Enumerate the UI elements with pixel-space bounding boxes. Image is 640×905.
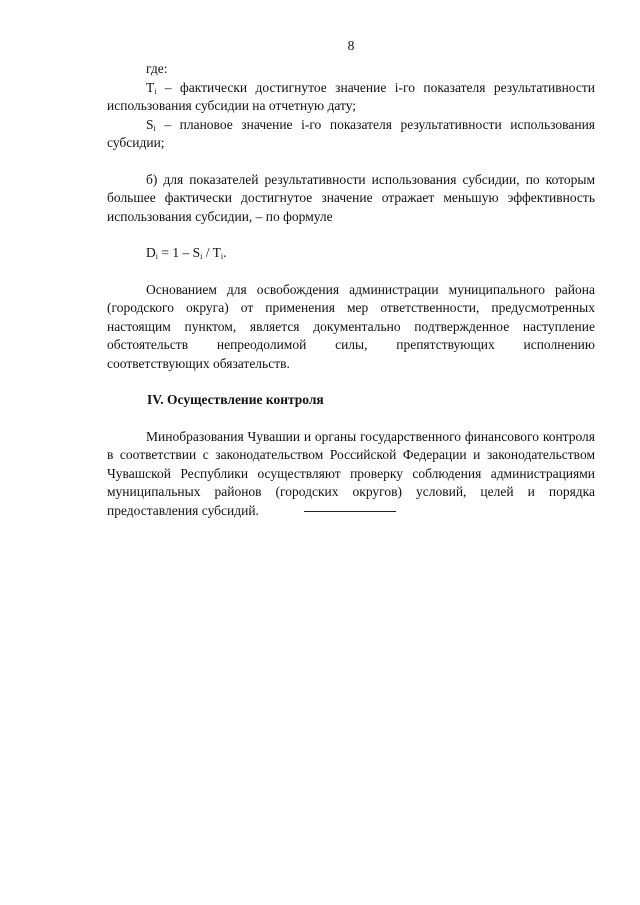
variable-s-subscript: i: [153, 123, 156, 133]
formula-lhs: D: [146, 245, 156, 260]
formula-mid-subscript: i: [200, 252, 203, 261]
definition-t-text: – фактически достигнутое значение i-го показателя результативности использования субсидии на отчетную дату;: [107, 79, 595, 113]
variable-t: T: [146, 79, 155, 95]
definition-s: [107, 116, 595, 153]
formula-lhs-subscript: i: [155, 252, 158, 261]
definition-s-text: – плановое значение i-го показателя результативности использования субсидии;: [107, 116, 595, 150]
document-body: [107, 60, 595, 520]
formula: [107, 244, 595, 263]
formula-mid: = 1 – S: [157, 245, 201, 260]
formula-div: / T: [202, 245, 221, 260]
where-label: где:: [146, 61, 168, 76]
section-heading: IV. Осуществление контроля: [147, 392, 324, 407]
paragraph-control: Минобразования Чувашии и органы государственного финансового контроля в соответствии с законодательством Российской Федерации и законодательством Чувашской Республики осуществляют проверку соблюдения администрациями муниципальных районов (городских округов) условий, целей и порядка предоставления субсидий.: [107, 428, 595, 518]
formula-div-subscript: i: [220, 252, 224, 261]
paragraph-b: б) для показателей результативности использования субсидии, по которым большее фактически достигнутое значение отражает меньшую эффективность использования субсидии, – по формуле: [107, 171, 595, 224]
paragraph-basis: Основанием для освобождения администрации муниципального района (городского округа) от применения мер ответственности, предусмотренных настоящим пунктом, является документально подтвержденное наступление обстоятельств непреодолимой силы, препятствующих исполнению соответствующих обязательств.: [107, 281, 595, 371]
variable-t-subscript: i: [154, 86, 157, 96]
page-number: 8: [347, 38, 355, 53]
definition-t: [107, 79, 595, 116]
formula-end: .: [223, 245, 227, 260]
end-divider-line: [304, 511, 396, 512]
variable-s: S: [146, 116, 154, 132]
